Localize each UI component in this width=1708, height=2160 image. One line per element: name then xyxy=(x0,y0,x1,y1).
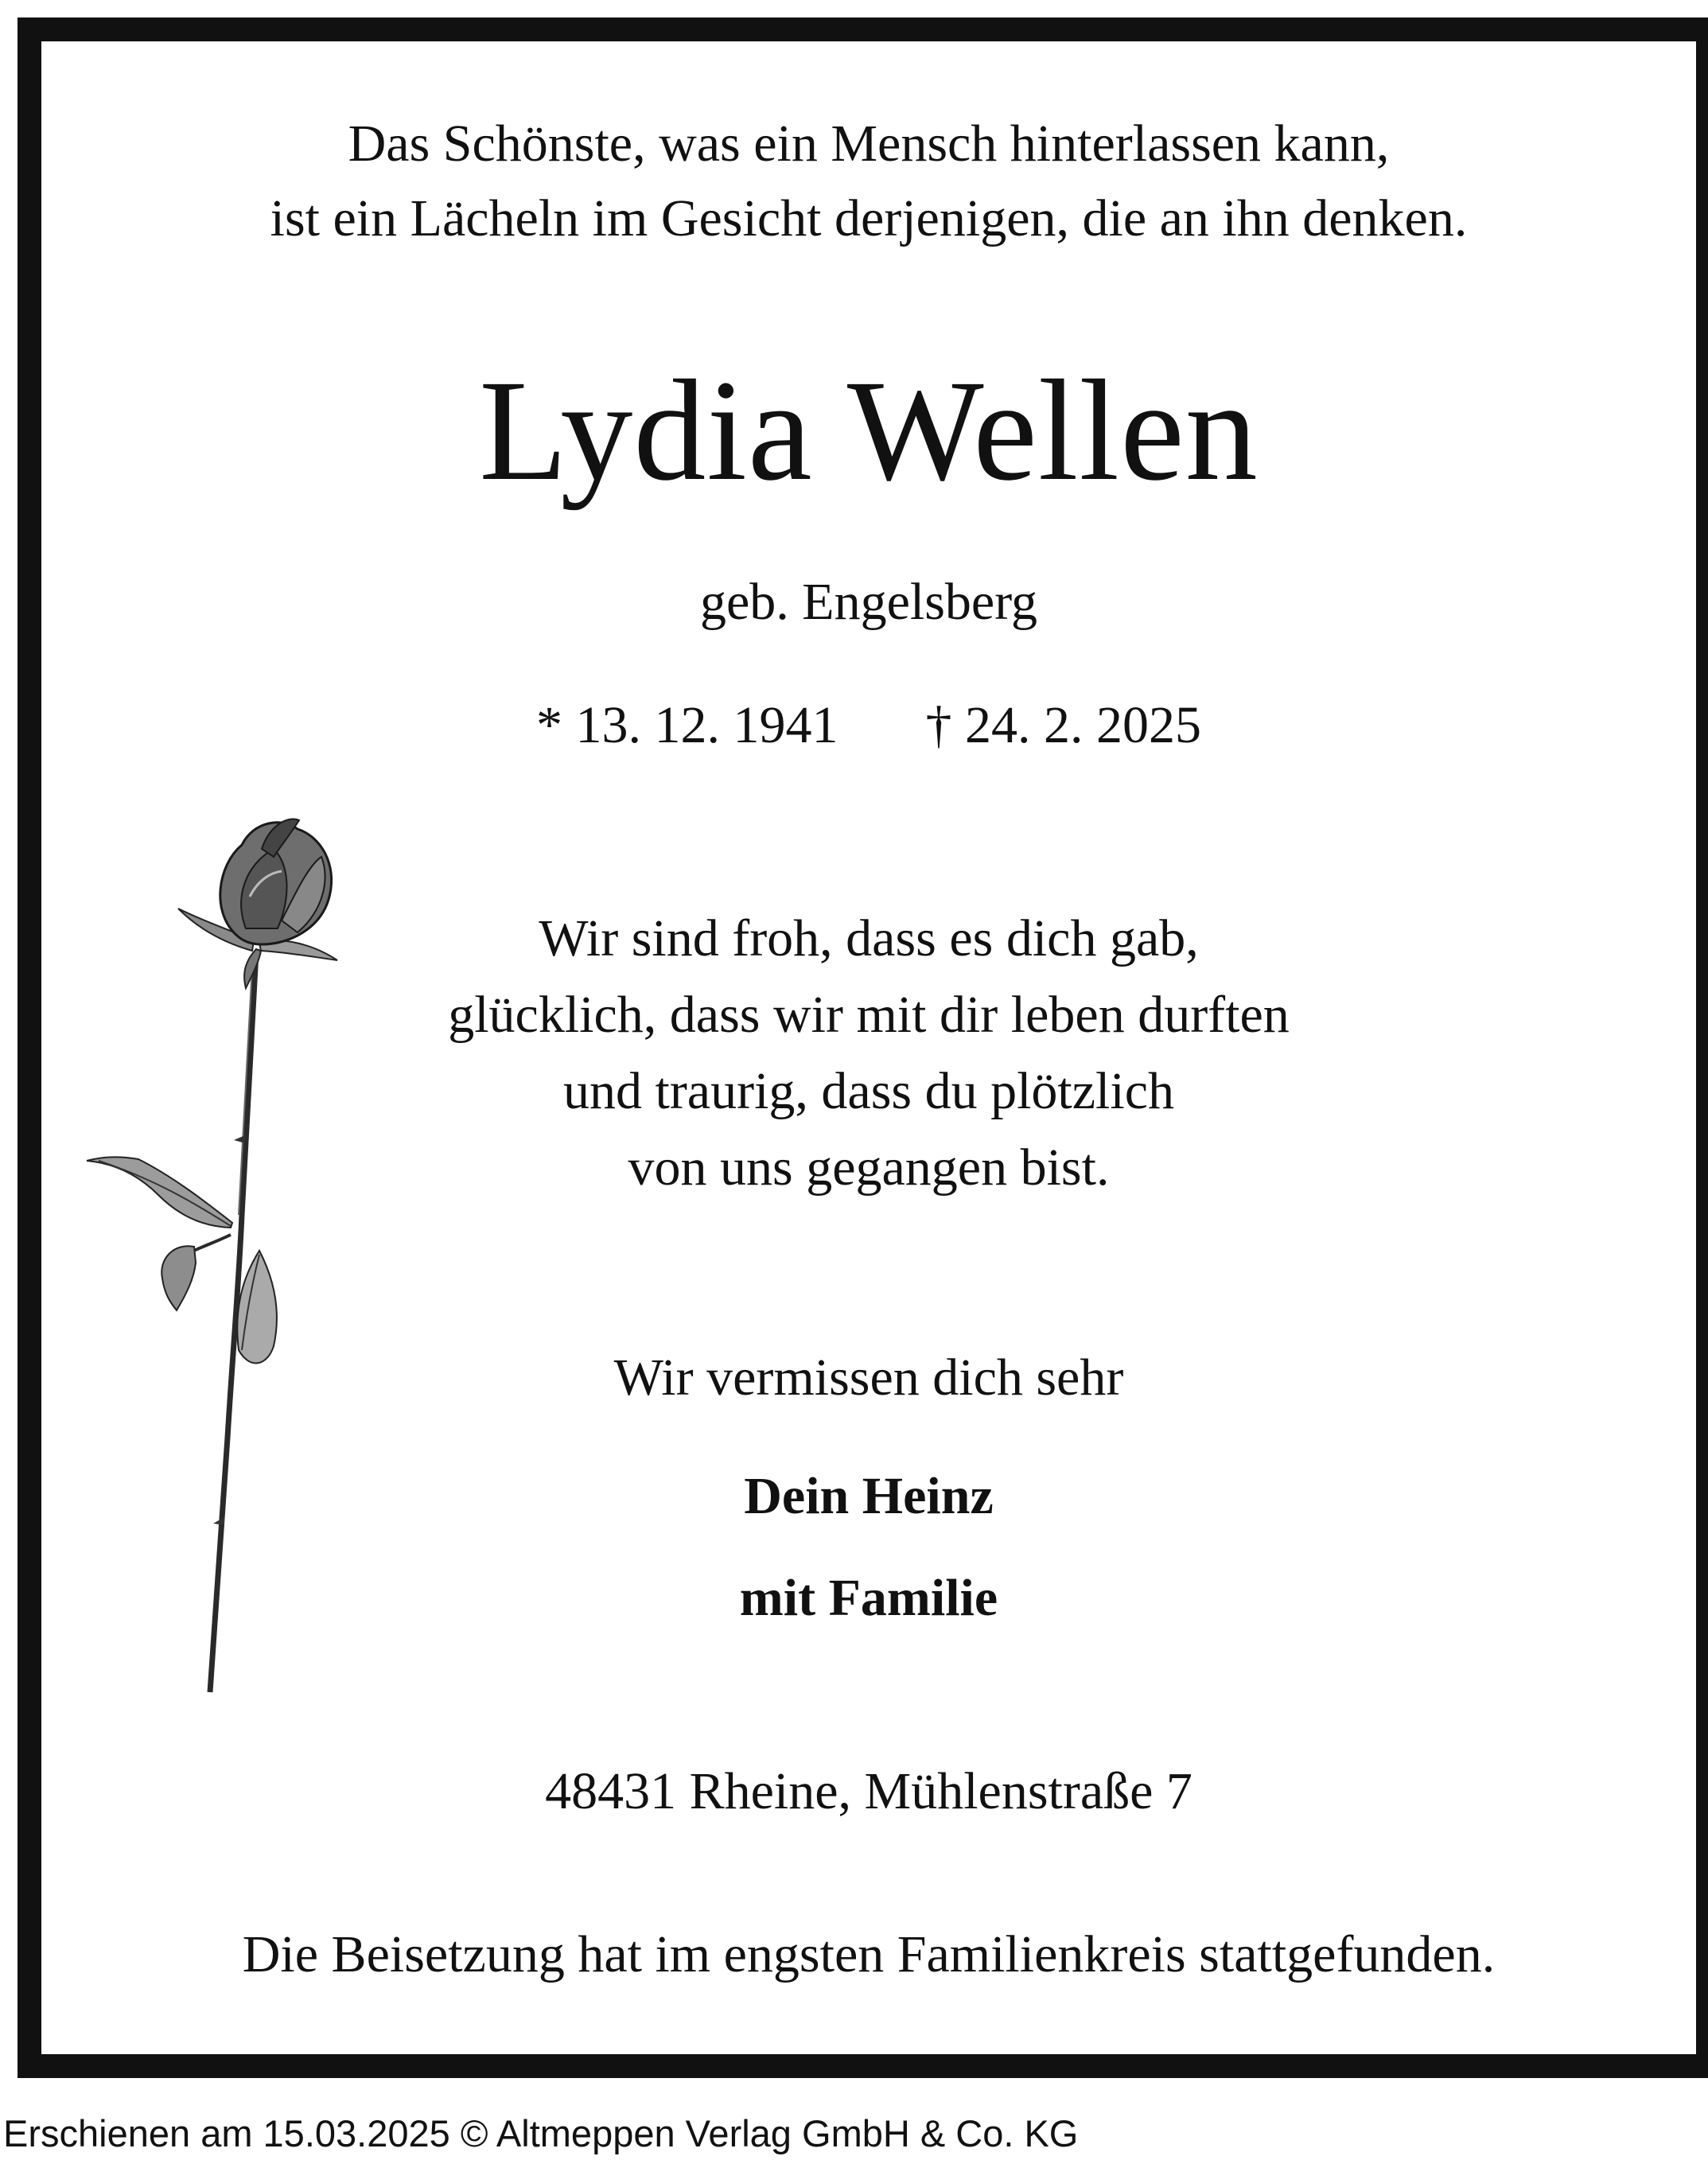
poem-line: von uns gegangen bist. xyxy=(628,1138,1110,1197)
quote-line: Das Schönste, was ein Mensch hinterlassen kann, xyxy=(348,115,1390,173)
maiden-name: geb. Engelsberg xyxy=(699,573,1037,631)
memorial-quote xyxy=(41,107,1696,256)
publication-footer: Erschienen am 15.03.2025 © Altmeppen Verlag GmbH & Co. KG xyxy=(3,2112,1079,2154)
mourner-address: 48431 Rheine, Mühlenstraße 7 xyxy=(545,1762,1192,1820)
mourners-signature xyxy=(41,1446,1696,1649)
burial-note: Die Beisetzung hat im engsten Familienkreis stattgefunden. xyxy=(242,1925,1496,1983)
signature-line: mit Familie xyxy=(739,1569,998,1627)
deceased-name: Lydia Wellen xyxy=(479,351,1259,511)
birth-date: * 13. 12. 1941 xyxy=(536,696,838,754)
poem-line: glücklich, dass wir mit dir leben durften xyxy=(448,986,1290,1044)
memorial-poem xyxy=(41,901,1696,1206)
quote-line: ist ein Lächeln im Gesicht derjenigen, die an ihn denken. xyxy=(270,189,1468,247)
obituary-notice xyxy=(18,18,1708,2078)
poem-line: und traurig, dass du plötzlich xyxy=(562,1062,1175,1120)
poem-line: Wir sind froh, dass es dich gab, xyxy=(539,909,1199,967)
life-dates xyxy=(41,694,1696,757)
death-date: † 24. 2. 2025 xyxy=(925,696,1201,754)
miss-line: Wir vermissen dich sehr xyxy=(613,1349,1124,1407)
signature-line: Dein Heinz xyxy=(744,1467,994,1525)
